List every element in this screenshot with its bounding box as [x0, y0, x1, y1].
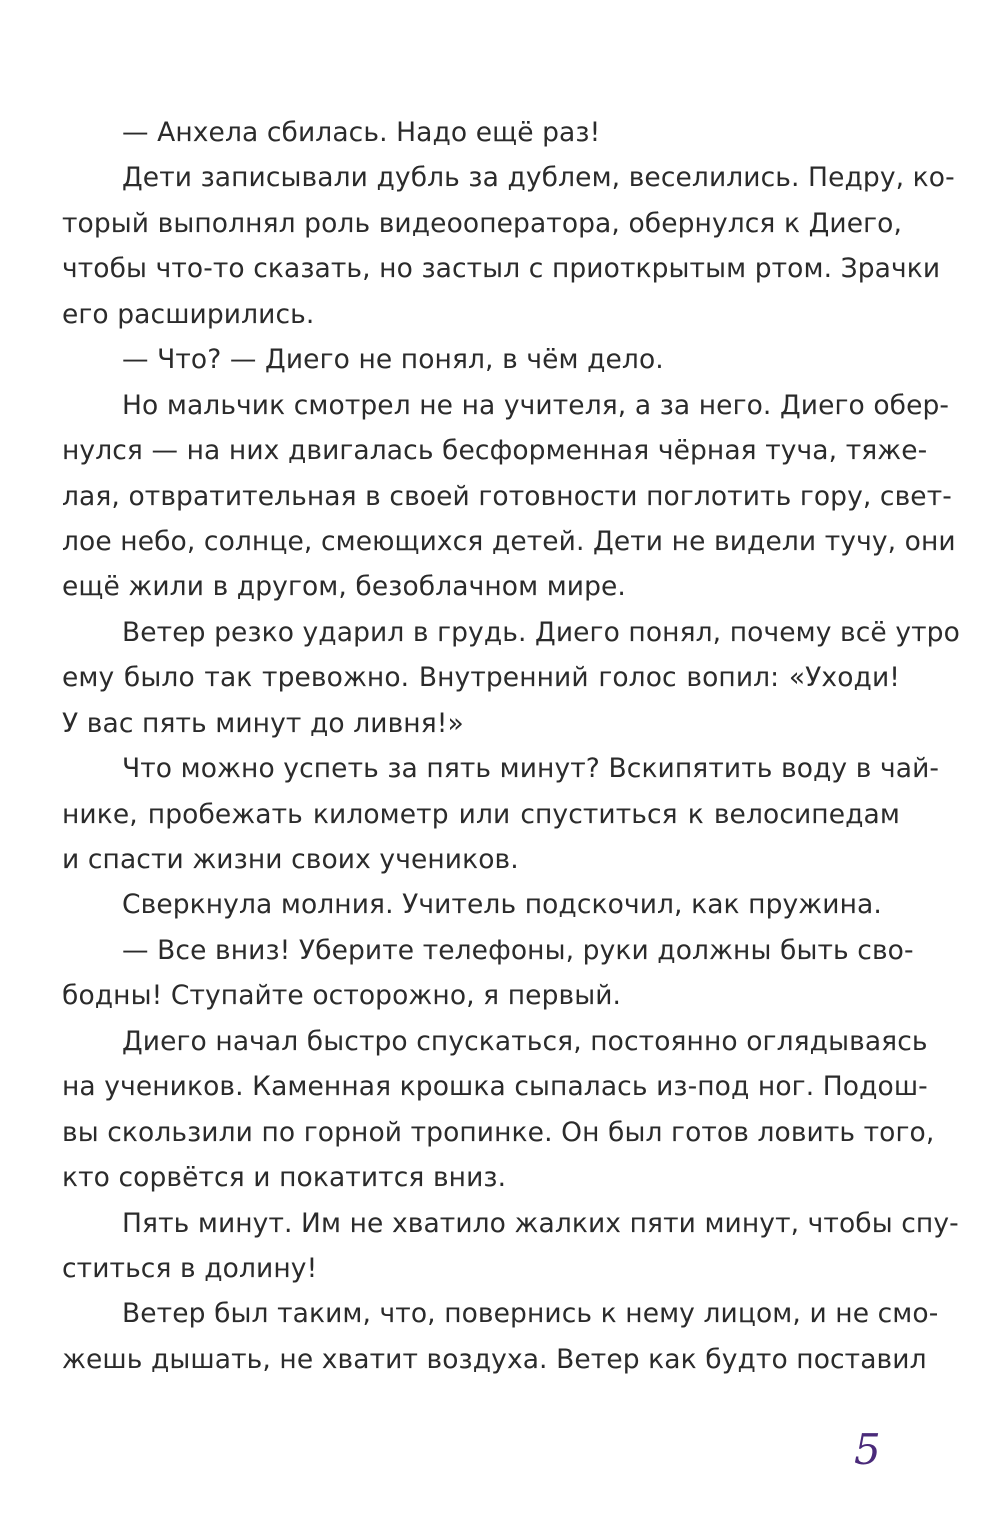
page-number: 5 — [854, 1425, 881, 1474]
text-line: Но мальчик смотрел не на учителя, а за него. Диего обер- — [122, 389, 950, 421]
text-line: и спасти жизни своих учеников. — [62, 844, 519, 875]
body-text — [62, 110, 960, 1382]
text-line: Пять минут. Им не хватило жалких пяти минут, чтобы спу- — [122, 1207, 959, 1239]
text-line: ещё жили в другом, безоблачном мире. — [62, 571, 626, 603]
text-line: — Анхела сбилась. Надо ещё раз! — [122, 117, 601, 148]
text-line: бодны! Ступайте осторожно, я первый. — [62, 980, 622, 1012]
text-line: лая, отвратительная в своей готовности поглотить гору, свет- — [62, 480, 952, 512]
text-line: Диего начал быстро спускаться, постоянно оглядываясь — [122, 1025, 928, 1057]
text-line: ему было так тревожно. Внутренний голос вопил: «Уходи! — [62, 662, 900, 694]
text-line: на учеников. Каменная крошка сыпалась из-под ног. Подош- — [62, 1071, 928, 1103]
text-line: чтобы что-то сказать, но застыл с приоткрытым ртом. Зрачки — [62, 253, 941, 285]
text-line: кто сорвётся и покатится вниз. — [62, 1162, 507, 1194]
text-line: Ветер был таким, что, повернись к нему лицом, и не смо- — [122, 1298, 939, 1330]
text-line: Ветер резко ударил в грудь. Диего понял, почему всё утро — [122, 616, 960, 648]
text-line: Дети записывали дубль за дублем, веселились. Педру, ко- — [122, 162, 955, 194]
text-line: — Что? — Диего не понял, в чём дело. — [122, 344, 664, 376]
text-line: ститься в долину! — [62, 1252, 318, 1284]
text-line: У вас пять минут до ливня!» — [62, 707, 464, 739]
text-line: Что можно успеть за пять минут? Вскипятить воду в чай- — [122, 753, 940, 785]
text-line: его расширились. — [62, 298, 315, 330]
text-line: — Все вниз! Уберите телефоны, руки должны быть сво- — [122, 934, 914, 966]
text-line: Сверкнула молния. Учитель подскочил, как пружина. — [122, 889, 882, 921]
text-line: лое небо, солнце, смеющихся детей. Дети не видели тучу, они — [62, 525, 956, 557]
text-line: торый выполнял роль видеооператора, обернулся к Диего, — [62, 207, 903, 239]
text-line: нулся — на них двигалась бесформенная чёрная туча, тяже- — [62, 435, 928, 467]
text-line: жешь дышать, не хватит воздуха. Ветер как будто поставил — [62, 1343, 927, 1375]
text-line: нике, пробежать километр или спуститься к велосипедам — [62, 798, 900, 830]
text-line: вы скользили по горной тропинке. Он был готов ловить того, — [62, 1116, 935, 1148]
